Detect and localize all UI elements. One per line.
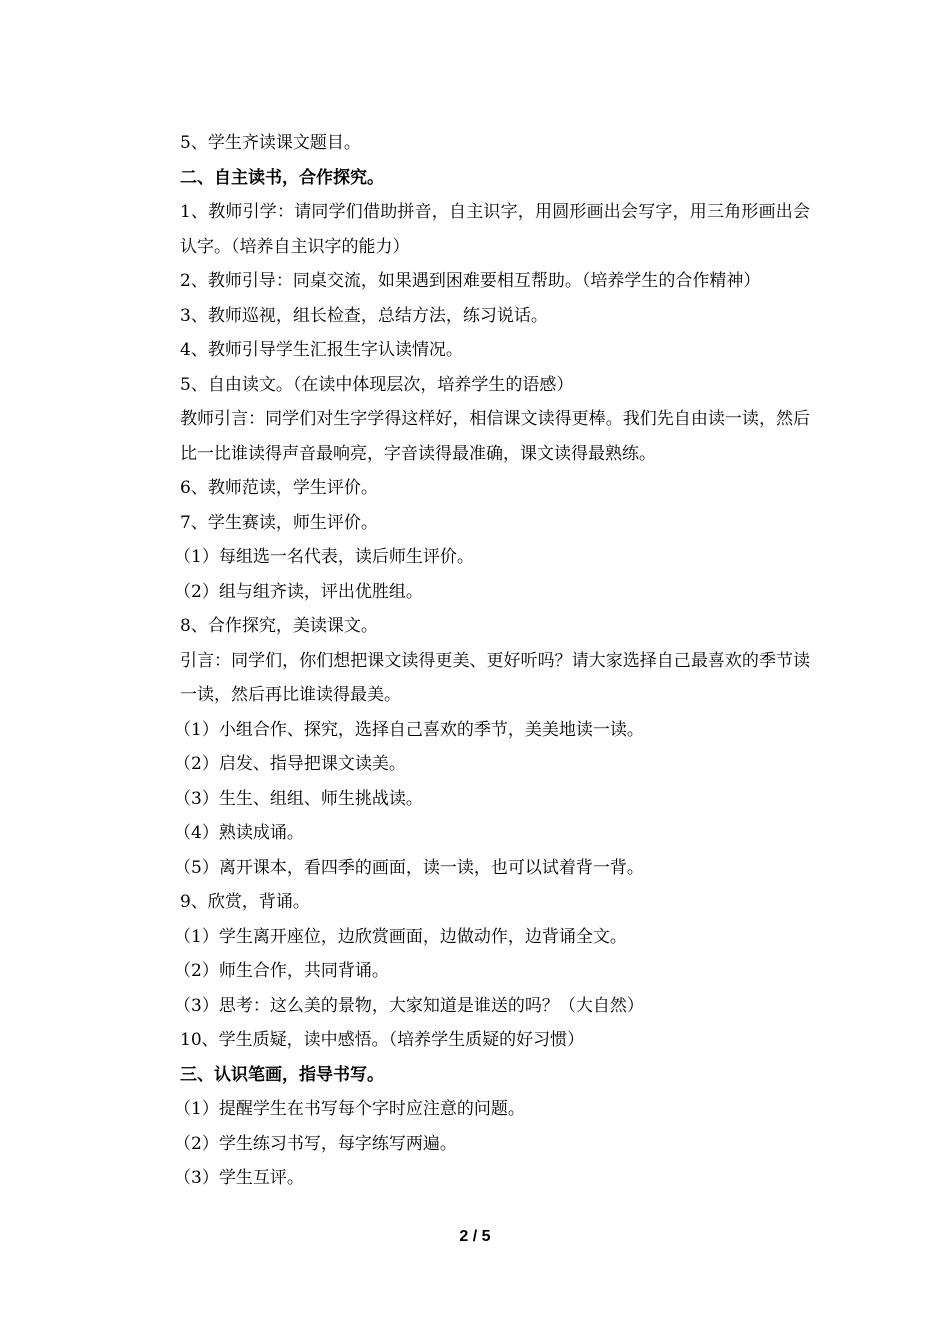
section-heading: 三、认识笔画，指导书写。 <box>180 1064 384 1085</box>
paragraph: 4、教师引导学生汇报生字认读情况。 <box>180 340 463 360</box>
paragraph: （2）组与组齐读，评出优胜组。 <box>174 581 423 602</box>
paragraph: （3）学生互评。 <box>174 1168 304 1188</box>
section-heading: 二、自主读书，合作探究。 <box>180 167 384 188</box>
paragraph: 9、欣赏，背诵。 <box>180 892 310 912</box>
paragraph: 1、教师引学：请同学们借助拼音，自主识字，用圆形画出会写字，用三角形画出会认字。（培养自主识字的能力） <box>180 202 810 257</box>
paragraph: （1）小组合作、探究，选择自己喜欢的季节，美美地读一读。 <box>174 719 644 740</box>
document-body <box>145 126 810 1196</box>
paragraph: 教师引言：同学们对生字学得这样好，相信课文读得更棒。我们先自由读一读，然后比一比谁读得声音最响亮，字音读得最准确，课文读得最熟练。 <box>180 409 810 464</box>
paragraph: 7、学生赛读，师生评价。 <box>180 512 378 533</box>
paragraph: 5、自由读文。（在读中体现层次，培养学生的语感） <box>180 374 574 395</box>
paragraph: 6、教师范读，学生评价。 <box>180 478 378 498</box>
paragraph: 10、学生质疑，读中感悟。（培养学生质疑的好习惯） <box>180 1030 585 1050</box>
paragraph: 2、教师引导：同桌交流，如果遇到困难要相互帮助。（培养学生的合作精神） <box>180 271 761 291</box>
page-number: 2 / 5 <box>459 1228 491 1245</box>
paragraph: （2）学生练习书写，每字练写两遍。 <box>174 1133 457 1154</box>
paragraph: （1）每组选一名代表，读后师生评价。 <box>174 547 474 567</box>
paragraph: （5）离开课本，看四季的画面，读一读，也可以试着背一背。 <box>174 857 644 878</box>
paragraph: （2）启发、指导把课文读美。 <box>174 754 406 774</box>
paragraph: （2）师生合作，共同背诵。 <box>174 961 389 981</box>
paragraph: 5、学生齐读课文题目。 <box>180 133 361 153</box>
paragraph: （4）熟读成诵。 <box>174 823 304 843</box>
paragraph: 引言：同学们，你们想把课文读得更美、更好听吗？请大家选择自己最喜欢的季节读一读，然后再比谁读得最美。 <box>180 650 810 705</box>
paragraph: （3）思考：这么美的景物，大家知道是谁送的吗？（大自然） <box>174 995 644 1016</box>
paragraph: 3、教师巡视，组长检查，总结方法，练习说话。 <box>180 305 548 326</box>
paragraph: （1）学生离开座位，边欣赏画面，边做动作，边背诵全文。 <box>174 926 627 947</box>
paragraph: 8、合作探究，美读课文。 <box>180 616 378 636</box>
paragraph: （1）提醒学生在书写每个字时应注意的问题。 <box>174 1099 525 1119</box>
paragraph: （3）生生、组组、师生挑战读。 <box>174 788 423 809</box>
